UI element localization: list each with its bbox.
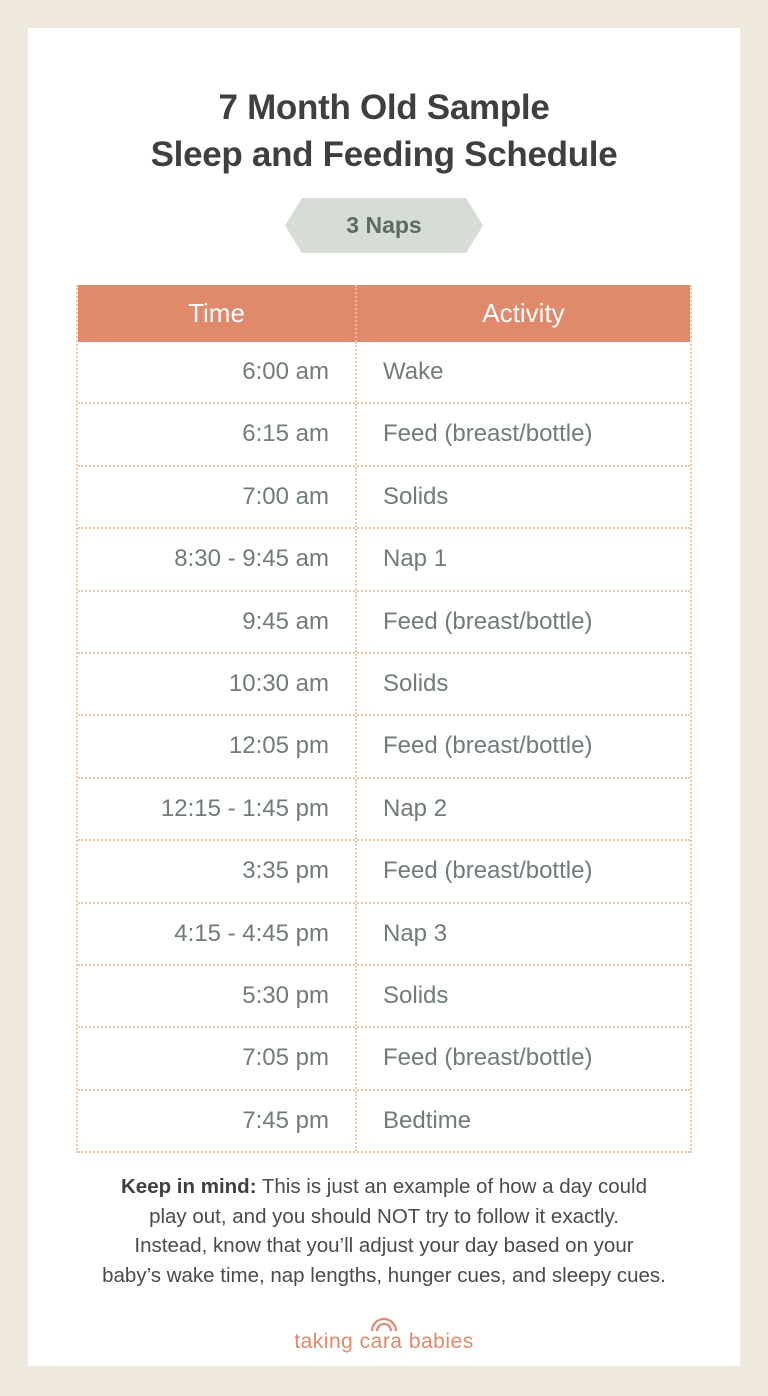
row-time: 4:15 - 4:45 pm [78,904,357,964]
row-activity: Nap 3 [383,919,448,947]
row-activity: Wake [383,358,444,385]
table-header [78,285,690,342]
title-line-2: Sleep and Feeding Schedule [150,135,618,174]
row-activity: Nap 1 [383,545,448,573]
schedule-table [76,285,692,1153]
table-row [78,467,690,529]
row-time: 12:15 - 1:45 pm [78,779,357,839]
row-activity: Feed (breast/bottle) [383,420,593,448]
table-row [78,404,690,466]
page-title [0,84,768,178]
row-activity: Solids [383,669,449,697]
naps-badge [285,198,483,253]
row-time: 12:05 pm [78,716,357,776]
header-activity: Activity [482,298,565,328]
note-line-1-text: This is just an example of how a day could [256,1175,648,1198]
table-row [78,654,690,716]
note-line-4: baby’s wake time, nap lengths, hunger cues, and sleepy cues. [102,1263,666,1287]
title-line-1: 7 Month Old Sample [218,88,550,127]
table-row [78,1028,690,1090]
row-activity: Solids [383,981,449,1009]
table-row [78,904,690,966]
header-time: Time [78,285,357,342]
row-time: 6:00 am [78,342,357,402]
note-line-2: play out, and you should NOT try to follow it exactly. [149,1204,619,1228]
row-time: 10:30 am [78,654,357,714]
row-activity: Nap 2 [383,794,448,822]
row-time: 8:30 - 9:45 am [78,529,357,589]
row-time: 7:05 pm [78,1028,357,1088]
row-activity: Feed (breast/bottle) [383,732,593,760]
row-activity: Solids [383,482,449,510]
table-row [78,342,690,404]
table-row [78,716,690,778]
keep-in-mind-note [0,1172,768,1290]
note-bold-lead: Keep in mind: [120,1175,257,1198]
row-activity: Feed (breast/bottle) [383,857,593,885]
row-activity: Bedtime [383,1106,472,1134]
table-row [78,966,690,1028]
table-row [78,779,690,841]
row-time: 6:15 am [78,404,357,464]
row-time: 9:45 am [78,592,357,652]
row-activity: Feed (breast/bottle) [383,1044,593,1072]
table-row [78,841,690,903]
table-row [78,592,690,654]
row-time: 7:45 pm [78,1091,357,1151]
row-time: 3:35 pm [78,841,357,901]
row-time: 5:30 pm [78,966,357,1026]
brand-name: taking cara babies [294,1330,474,1353]
table-row [78,1091,690,1153]
badge-label: 3 Naps [346,212,422,238]
rainbow-arc-icon [370,1312,398,1332]
table-row [78,529,690,591]
brand-logo [0,1312,768,1362]
note-line-3: Instead, know that you’ll adjust your day based on your [134,1234,634,1257]
row-time: 7:00 am [78,467,357,527]
row-activity: Feed (breast/bottle) [383,607,593,635]
note-line-1 [0,1172,768,1202]
